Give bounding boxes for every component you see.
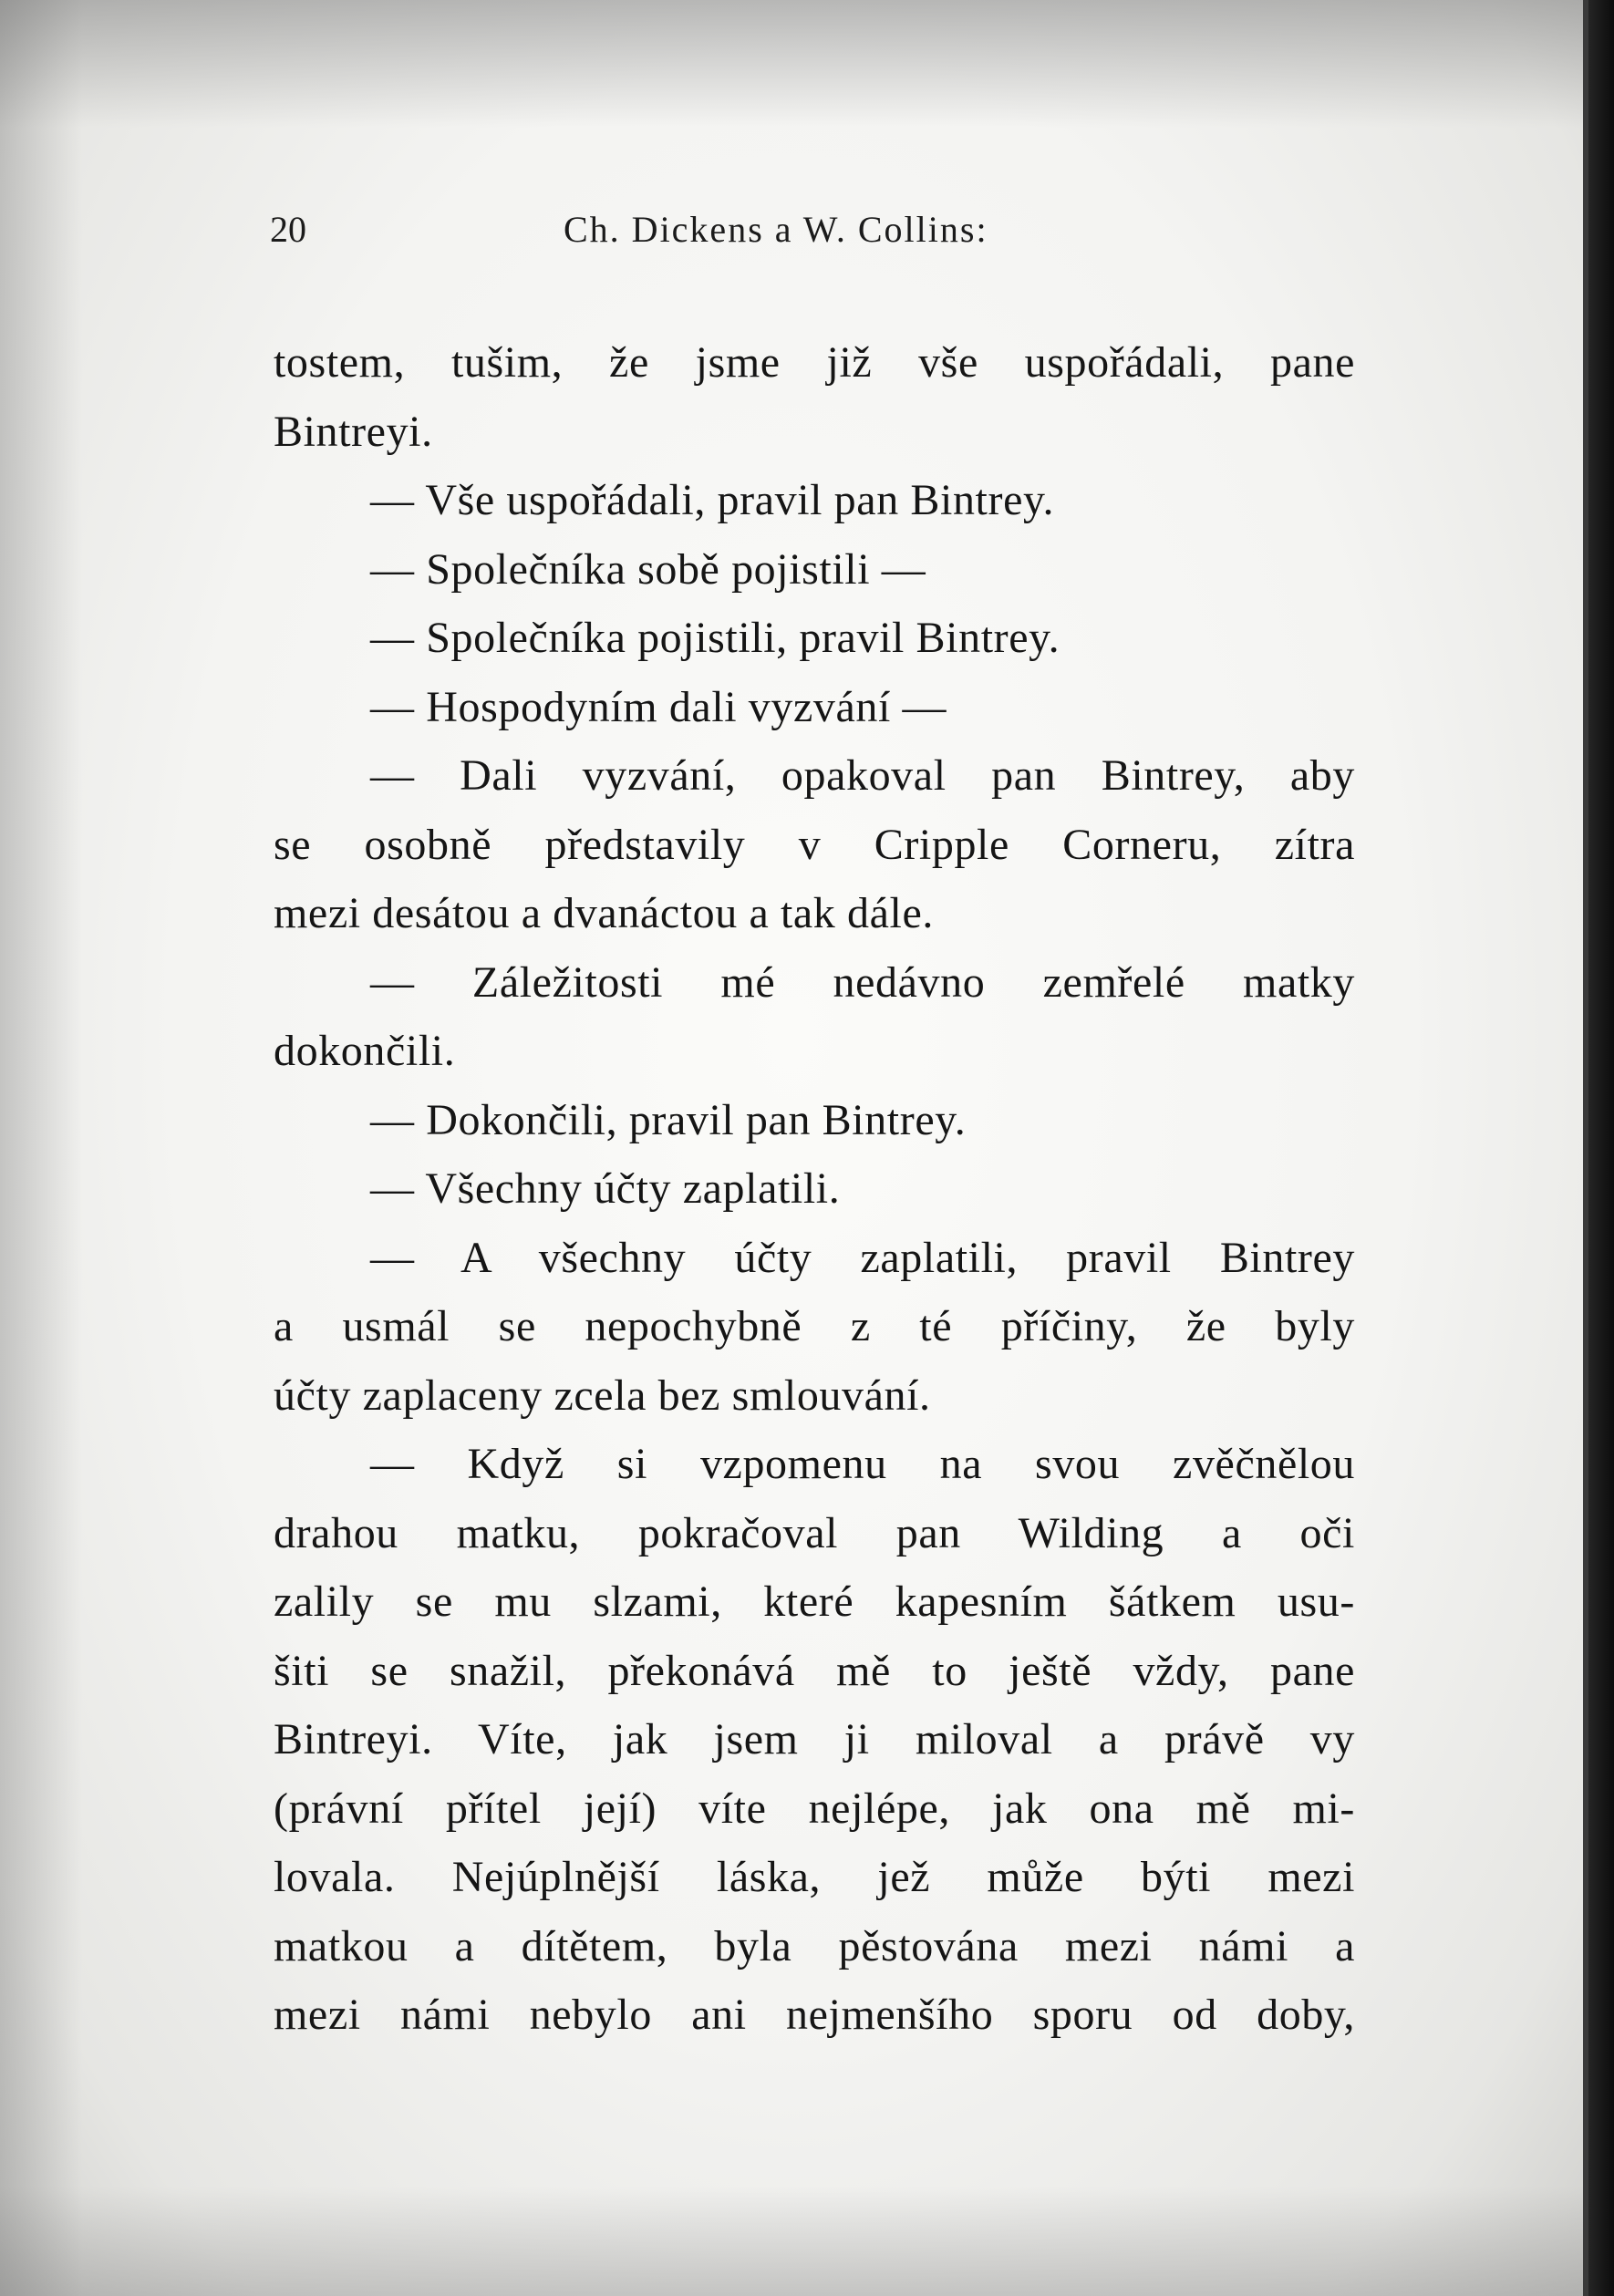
text-line: lovala. Nejúplnější láska, jež může býti mezi [274, 1853, 1355, 1901]
running-head: Ch. Dickens a W. Collins: [564, 209, 988, 250]
text-line: (právní přítel její) víte nejlépe, jak ona mě mi- [274, 1784, 1355, 1833]
text-line: matkou a dítětem, byla pěstována mezi námi a [274, 1921, 1355, 1970]
page-number: 20 [270, 209, 306, 250]
page-shadow [0, 2187, 1583, 2296]
text-line: — Dokončili, pravil pan Bintrey. [370, 1095, 967, 1144]
text-line: Bintreyi. [274, 407, 433, 456]
text-line: — A všechny účty zaplatili, pravil Bintrey [370, 1233, 1355, 1282]
text-line: mezi desátou a dvanáctou a tak dále. [274, 889, 934, 937]
text-line: — Společníka pojistili, pravil Bintrey. [370, 614, 1060, 662]
page-header [270, 208, 1364, 263]
page-shadow [0, 0, 1583, 128]
text-line: tostem, tušim, že jsme již vše uspořádali, pane [274, 338, 1355, 387]
text-line: — Hospodyním dali vyzvání — [370, 682, 947, 731]
text-line: Bintreyi. Víte, jak jsem ji miloval a právě vy [274, 1715, 1355, 1763]
text-line: účty zaplaceny zcela bez smlouvání. [274, 1370, 931, 1420]
body-text [274, 328, 1355, 2050]
text-line: se osobně představily v Cripple Corneru, zítra [274, 820, 1355, 869]
text-line: zalily se mu slzami, které kapesním šátkem usu- [274, 1577, 1355, 1626]
text-line: mezi námi nebylo ani nejmenšího sporu od doby, [274, 1991, 1355, 2039]
text-line: — Všechny účty zaplatili. [370, 1164, 841, 1213]
text-line: dokončili. [274, 1027, 456, 1075]
text-line: — Záležitosti mé nedávno zemřelé matky [370, 957, 1355, 1007]
text-line: — Vše uspořádali, pravil pan Bintrey. [370, 476, 1055, 524]
text-line: — Když si vzpomenu na svou zvěčnělou [370, 1440, 1355, 1488]
page-edge-line [1583, 0, 1588, 2296]
page-shadow [0, 0, 82, 2296]
text-line: — Společníka sobě pojistili — [370, 544, 926, 594]
text-line: šiti se snažil, překonává mě to ještě vždy, pane [274, 1646, 1355, 1695]
text-line: drahou matku, pokračoval pan Wilding a oči [274, 1508, 1355, 1557]
text-line: a usmál se nepochybně z té příčiny, že byly [274, 1302, 1355, 1350]
text-line: — Dali vyzvání, opakoval pan Bintrey, aby [370, 751, 1355, 800]
